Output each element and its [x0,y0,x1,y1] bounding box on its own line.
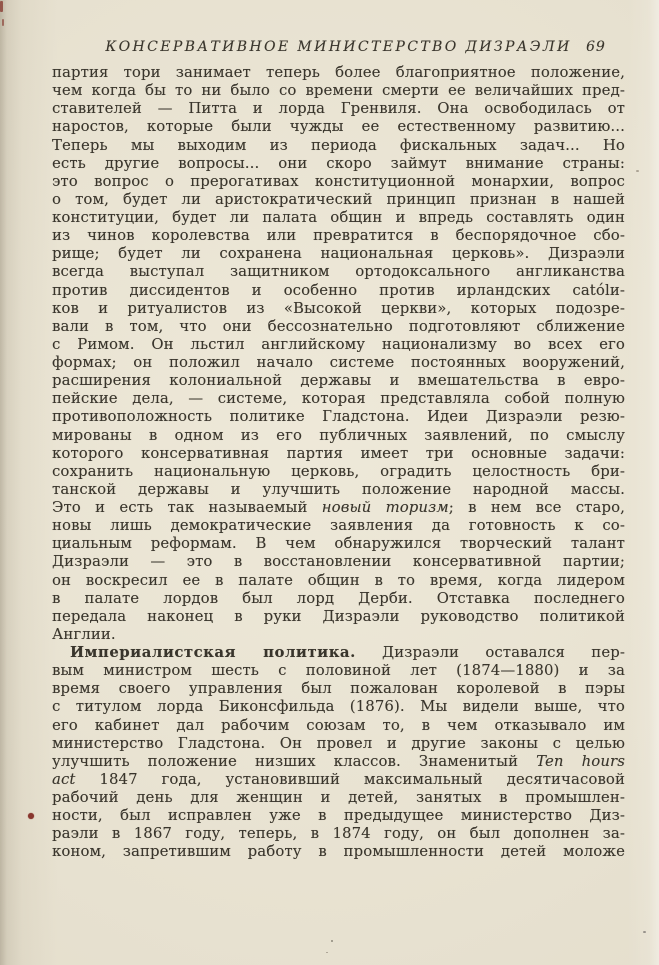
text-run: Это и есть так называемый [52,499,322,516]
paper-speck [636,170,639,172]
text-line [52,608,625,626]
text-run: противоположность политике Гладстона. Идеи Дизраэли резю- [52,408,625,426]
text-run: расширения колониальной державы и вмешательства в евро- [52,372,625,390]
text-run: Теперь мы выходим из периода фискальных задач... Но [52,136,625,154]
text-run: 1847 года, установивший максимальный десятичасовой [75,770,625,788]
text-run: время своего управления был пожалован королевой в пэры [52,680,625,698]
text-line [52,481,625,499]
text-run: против диссидентов и особенно против ирландских católи- [52,281,625,299]
text-run: коном, запретившим работу в промышленности детей моложе [52,843,625,861]
text-run: в палате лордов был лорд Дерби. Отставка последнего [52,589,625,607]
paper-speck [331,940,333,942]
text-line [52,318,625,336]
text-run: ков и ритуалистов из «Высокой церкви», которых подозре- [52,299,625,317]
page-body [52,64,625,862]
text-line [52,463,625,481]
header-title: КОНСЕРВАТИВНОЕ МИНИСТЕРСТВО ДИЗРАЭЛИ [105,39,572,55]
text-run: вым министром шесть с половиной лет (1874—1880) и за [52,662,625,680]
text-line [52,64,625,82]
text-run: партия тори занимает теперь более благоприятное положение, [52,64,625,81]
text-run: с Римом. Он льстил английскому национализму во всех его [52,335,625,353]
text-line [52,227,625,245]
text-run: с титулом лорда Биконсфильда (1876). Мы видели выше, что [52,698,625,716]
text-run: рабочий день для женщин и детей, занятых в промышлен- [52,789,625,806]
text-line [52,753,625,771]
text-run: вали в том, что они бессознательно подготовляют сближение [52,317,625,335]
text-line [52,626,625,644]
text-line [52,282,625,300]
text-line [52,535,625,553]
text-line [52,789,625,807]
text-run: о том, будет ли аристократический принцип признан в нашей [52,190,625,208]
text-run: формах; он положил начало системе постоянных вооружений, [52,354,625,371]
text-line [52,843,625,861]
text-line [52,191,625,209]
italic-run: Ten hours [536,752,625,770]
text-line [52,354,625,372]
text-run: новы лишь демократические заявления да готовность к со- [52,517,625,535]
text-line [52,173,625,191]
text-line [52,572,625,590]
text-run: ности, был исправлен уже в предыдущее министерство Диз- [52,807,625,825]
italic-run: новый торизм [321,499,449,516]
page-number: 69 [586,39,606,55]
text-run: рище; будет ли сохранена национальная церковь». Дизраэли [52,245,625,263]
text-run: ; в нем все старо, [448,499,625,516]
text-run: мированы в одном из его публичных заявлений, по смыслу [52,426,625,444]
text-line [52,698,625,716]
text-line [52,807,625,825]
text-run: Дизраэли оставался пер- [355,644,625,661]
text-run: Англии. [52,625,116,643]
text-run: есть другие вопросы... они скоро займут внимание страны: [52,154,625,172]
text-line [52,517,625,535]
text-line [52,590,625,608]
text-run: наростов, которые были чужды ее естественному развитию... [52,118,625,136]
text-run: Дизраэли — это в восстановлении консервативной партии; [52,553,625,571]
book-edge-mark [2,19,4,26]
book-edge-mark [0,1,3,12]
text-line [52,680,625,698]
text-run: министерство Гладстона. Он провел и другие законы с целью [52,734,625,752]
text-line [52,372,625,390]
text-run: раэли в 1867 году, теперь, в 1874 году, он был дополнен за- [52,825,625,843]
text-run: из чинов королевства или превратится в беспорядочное сбо- [52,227,625,245]
text-line [52,118,625,136]
text-run: циальным реформам. В чем обнаружился творческий талант [52,535,625,553]
text-run: пейские дела, — системе, которая представляла собой полную [52,390,625,408]
text-line [52,336,625,354]
text-line [52,245,625,263]
text-run: передала наконец в руки Дизраэли руководство политикой [52,607,625,625]
text-line [52,445,625,463]
paper-speck [326,952,328,953]
text-line [52,825,625,843]
text-line [52,155,625,173]
text-line [52,735,625,753]
text-line [52,137,625,155]
text-line [52,771,625,789]
text-line [52,644,625,662]
text-line [52,717,625,735]
margin-ink-dot-mark [28,813,34,819]
text-run: конституции, будет ли палата общин и впредь составлять один [52,209,625,226]
text-line [52,408,625,426]
text-line [52,263,625,281]
run-in-heading: Империалистская политика. [70,644,356,661]
text-line [52,427,625,445]
text-run: чем когда бы то ни было со времени смерти ее величайших пред- [52,82,625,100]
italic-run: act [52,770,76,788]
text-run: танской державы и улучшить положение народной массы. [52,480,625,498]
text-run: сохранить национальную церковь, оградить целостность бри- [52,462,625,480]
paper-speck [643,931,646,933]
text-line [52,300,625,318]
text-run: улучшить положение низших классов. Знаменитый [52,752,537,770]
text-run: он воскресил ее в палате общин в то время, когда лидером [52,571,625,589]
text-run: которого консервативная партия имеет три основные задачи: [52,444,625,462]
text-run: это вопрос о прерогативах конституционной монархии, вопрос [52,172,625,190]
text-line [52,662,625,680]
text-run: всегда выступал защитником ортодоксального англиканства [52,263,625,281]
text-line [52,100,625,118]
text-line [52,553,625,571]
text-run: ставителей — Питта и лорда Гренвиля. Она освободилась от [52,100,625,118]
text-run: его кабинет дал рабочим союзам то, в чем отказывало им [52,716,625,734]
text-line [52,209,625,227]
text-line [52,499,625,517]
text-line [52,390,625,408]
text-line [52,82,625,100]
running-header [52,39,625,55]
